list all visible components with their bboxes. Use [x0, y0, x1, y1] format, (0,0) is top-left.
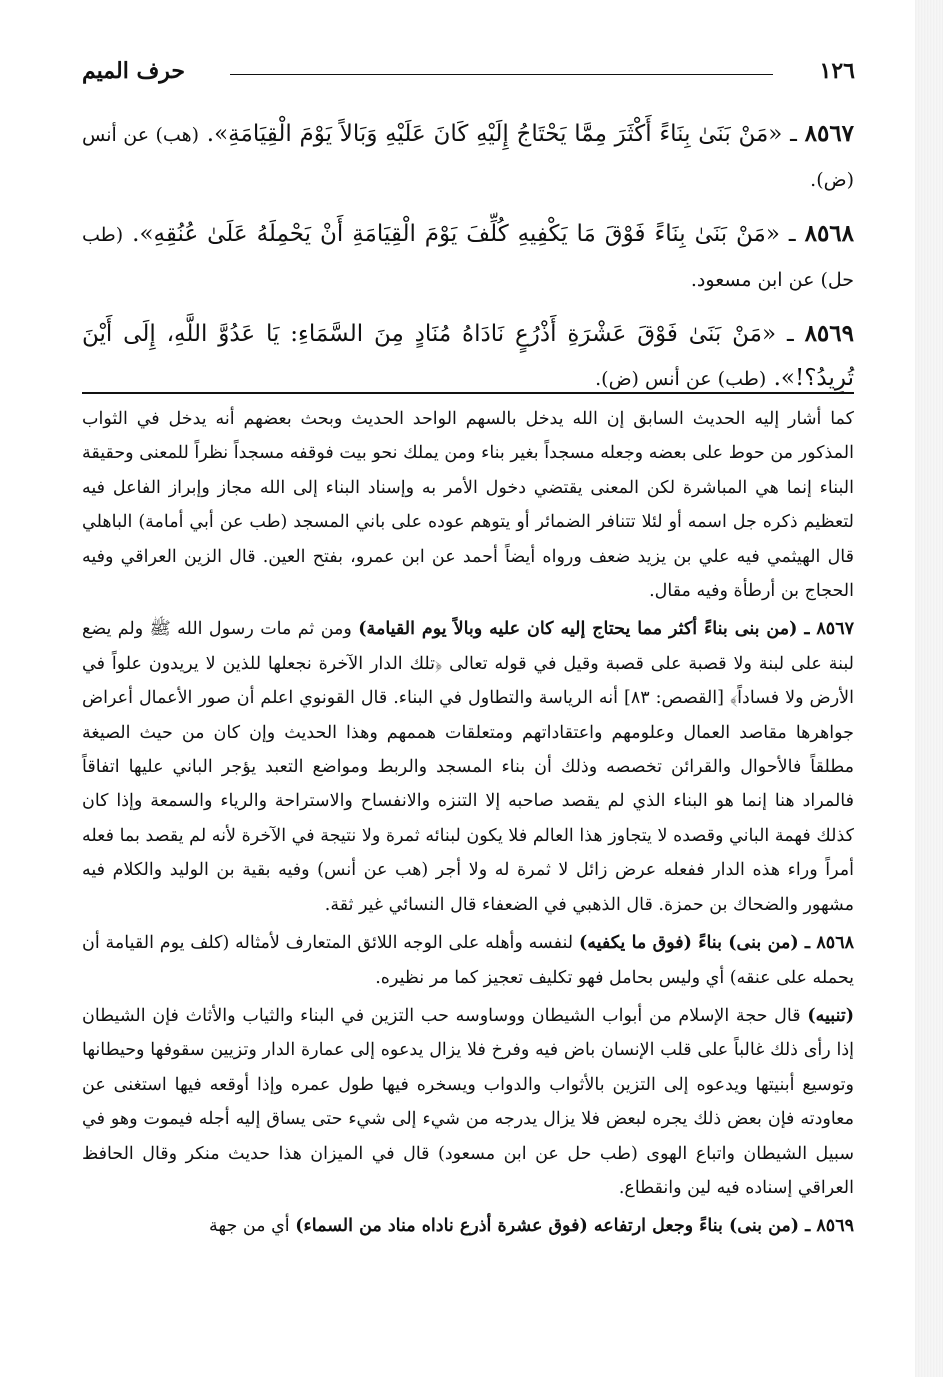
- commentary-lead: (تنبيه): [807, 1005, 854, 1026]
- hadith-entry: ٨٥٦٧ ـ «مَنْ بَنَىٰ بِنَاءً أَكْثَرَ مِمَّا يَحْتَاجُ إِلَيْهِ كَانَ عَلَيْهِ وَبَالاً يَوْمَ الْقِيَامَةِ». (هب) عن أنس (ض).: [82, 120, 855, 191]
- header-rule: [230, 74, 773, 75]
- hadith-number: ٨٥٦٨: [804, 220, 855, 247]
- hadith-number: ٨٥٦٩: [804, 320, 854, 347]
- hadith-text: «مَنْ بَنَىٰ فَوْقَ عَشْرَةِ أَذْرُعٍ نَادَاهُ مُنَادٍ مِنَ السَّمَاءِ: يَا عَدُوَّ اللَّهِ، إِلَى أَيْنَ تُرِيدُ؟!».: [82, 321, 854, 391]
- commentary-paragraph: [82, 1209, 854, 1243]
- commentary-paragraph: [82, 402, 854, 608]
- running-title: حرف الميم: [82, 58, 186, 84]
- hadith-text: «مَنْ بَنَىٰ بِنَاءً أَكْثَرَ مِمَّا يَحْتَاجُ إِلَيْهِ كَانَ عَلَيْهِ وَبَالاً يَوْمَ الْقِيَامَةِ».: [206, 121, 783, 147]
- scan-edge: [915, 0, 943, 1377]
- hadith-block: [82, 112, 854, 411]
- hadith-entry: ٨٥٦٨ ـ «مَنْ بَنَىٰ بِنَاءً فَوْقَ مَا يَكْفِيهِ كُلِّفَ يَوْمَ الْقِيَامَةِ أَنْ يَحْمِلَهُ عَلَىٰ عُنُقِهِ». (طب حل) عن ابن مسعود.: [82, 220, 855, 291]
- commentary-lead: ٨٥٦٨ ـ (من بنى) بناءً (فوق ما يكفيه): [578, 933, 854, 954]
- commentary-block: [82, 402, 854, 1248]
- page-header: [82, 58, 855, 92]
- hadith-source: (طب حل) عن ابن مسعود.: [82, 224, 854, 291]
- commentary-text: كما أشار إليه الحديث السابق إن الله يدخل بالسهم الواحد الحديث وبحث بعضهم أنه يدخل في الثواب المذكور من حوط على بعضه وجعله مسجداً بغير بناء ومن يملك نحو بيت فوقفه مسجداً نظراً للمعنى وحقيقة البناء إنما هي المباشرة لكن المعنى يقتضي دخول الأمر به وإسناد البناء إلى الله مجاز وإبراز الفاعل فيه لتعظيم ذكره جل اسمه أو لئلا تتنافر الضمائر أو يتوهم عوده على باني المسجد (طب عن أبي أمامة) الباهلي قال الهيثمي فيه علي بن يزيد ضعف ورواه أيضاً أحمد عن ابن عمرو، بفتح العين. قال الزين العراقي وفيه الحجاج بن أرطأة وفيه مقال.: [82, 409, 854, 602]
- commentary-lead: ٨٥٦٧ ـ (من بنى بناءً أكثر مما يحتاج إليه كان عليه وبالاً يوم القيامة): [358, 619, 854, 640]
- section-divider: [82, 392, 854, 394]
- hadith-entry: ٨٥٦٩ ـ «مَنْ بَنَىٰ فَوْقَ عَشْرَةِ أَذْرُعٍ نَادَاهُ مُنَادٍ مِنَ السَّمَاءِ: يَا عَدُوَّ اللَّهِ، إِلَى أَيْنَ تُرِيدُ؟!». (طب) عن أنس (ض).: [82, 320, 854, 391]
- commentary-text: ومن ثم مات رسول الله ﷺ ولم يضع لبنة على لبنة ولا قصبة على قصبة وقيل في قوله تعالى ﴿تلك الدار الآخرة نجعلها للذين لا يريدون علواً في الأرض ولا فساداً﴾ [القصص: ٨٣] أنه الرياسة والتطاول في البناء. قال القونوي اعلم أن صور الأعمال أعراض جواهرها مقاصد العمال وعلومهم واعتقاداتهم ومتعلقات هممهم وهذا الحديث وإن كان من حيث الصيغة مطلقاً فالأحوال والقرائن تخصصه وذلك أن بناء المسجد والربط ومواضع التعبد يؤجر الباني عليها اتفاقاً فالمراد هنا إنما هو البناء الذي لم يقصد صاحبه إلا التنزه والانفساح والاستراحة والرياء والسمعة وإذا كان كذلك فهمة الباني وقصده لا يتجاوز هذا العالم فلا يكون لبنائه ثمرة ولا نتيجة في الآخرة لأنه لم يقصد بما فعله أمراً وراء هذه الدار ففعله عرض زائل لا ثمرة له ولا أجر (هب عن أنس) وفيه بقية بن الوليد والكلام فيه مشهور والضحاك بن حمزة. قال الذهبي في الضعفاء قال النسائي غير ثقة.: [82, 619, 854, 915]
- commentary-text: قال حجة الإسلام من أبواب الشيطان ووساوسه حب التزين في البناء والثياب والأثاث فإن الشيطان إذا رأى ذلك غالباً على قلب الإنسان باض فيه وفرخ فلا يزال يدعوه إلى عمارة الدار وتزيين سقوفها وحيطانها وتوسيع أبنيتها ويدعوه إلى التزين بالأثواب والدواب ويسخره فيها طول عمره وإذا أوقعه فيها استغنى عن معاودته فإن بعض ذلك يجره لبعض فلا يزال يدرجه من شيء إلى شيء حتى يساق إليه أجله فيموت وهو في سبيل الشيطان واتباع الهوى (طب حل عن ابن مسعود) قال في الميزان هذا حديث منكر وقال الحافظ العراقي إسناده فيه لين وانقطاع.: [82, 1005, 854, 1198]
- commentary-paragraph: [82, 999, 854, 1205]
- hadith-source: (هب) عن أنس (ض).: [82, 124, 854, 191]
- commentary-paragraph: [82, 612, 854, 922]
- hadith-number: ٨٥٦٧: [804, 120, 855, 147]
- commentary-lead: ٨٥٦٩ ـ (من بنى) بناءً وجعل ارتفاعه (فوق عشرة أذرع ناداه مناد من السماء): [295, 1216, 854, 1237]
- commentary-text: لنفسه وأهله على الوجه اللائق المتعارف لأمثاله (كلف يوم القيامة أن يحمله على عنقه) أي وليس بحامل فهو تكليف تعجيز كما مر نظيره.: [82, 933, 854, 988]
- commentary-text: أي من جهة: [209, 1216, 290, 1237]
- commentary-paragraph: [82, 926, 854, 995]
- hadith-source: (طب) عن أنس (ض).: [595, 368, 767, 390]
- page-number: ١٢٦: [819, 58, 855, 84]
- hadith-text: «مَنْ بَنَىٰ بِنَاءً فَوْقَ مَا يَكْفِيهِ كُلِّفَ يَوْمَ الْقِيَامَةِ أَنْ يَحْمِلَهُ عَلَىٰ عُنُقِهِ».: [132, 221, 780, 247]
